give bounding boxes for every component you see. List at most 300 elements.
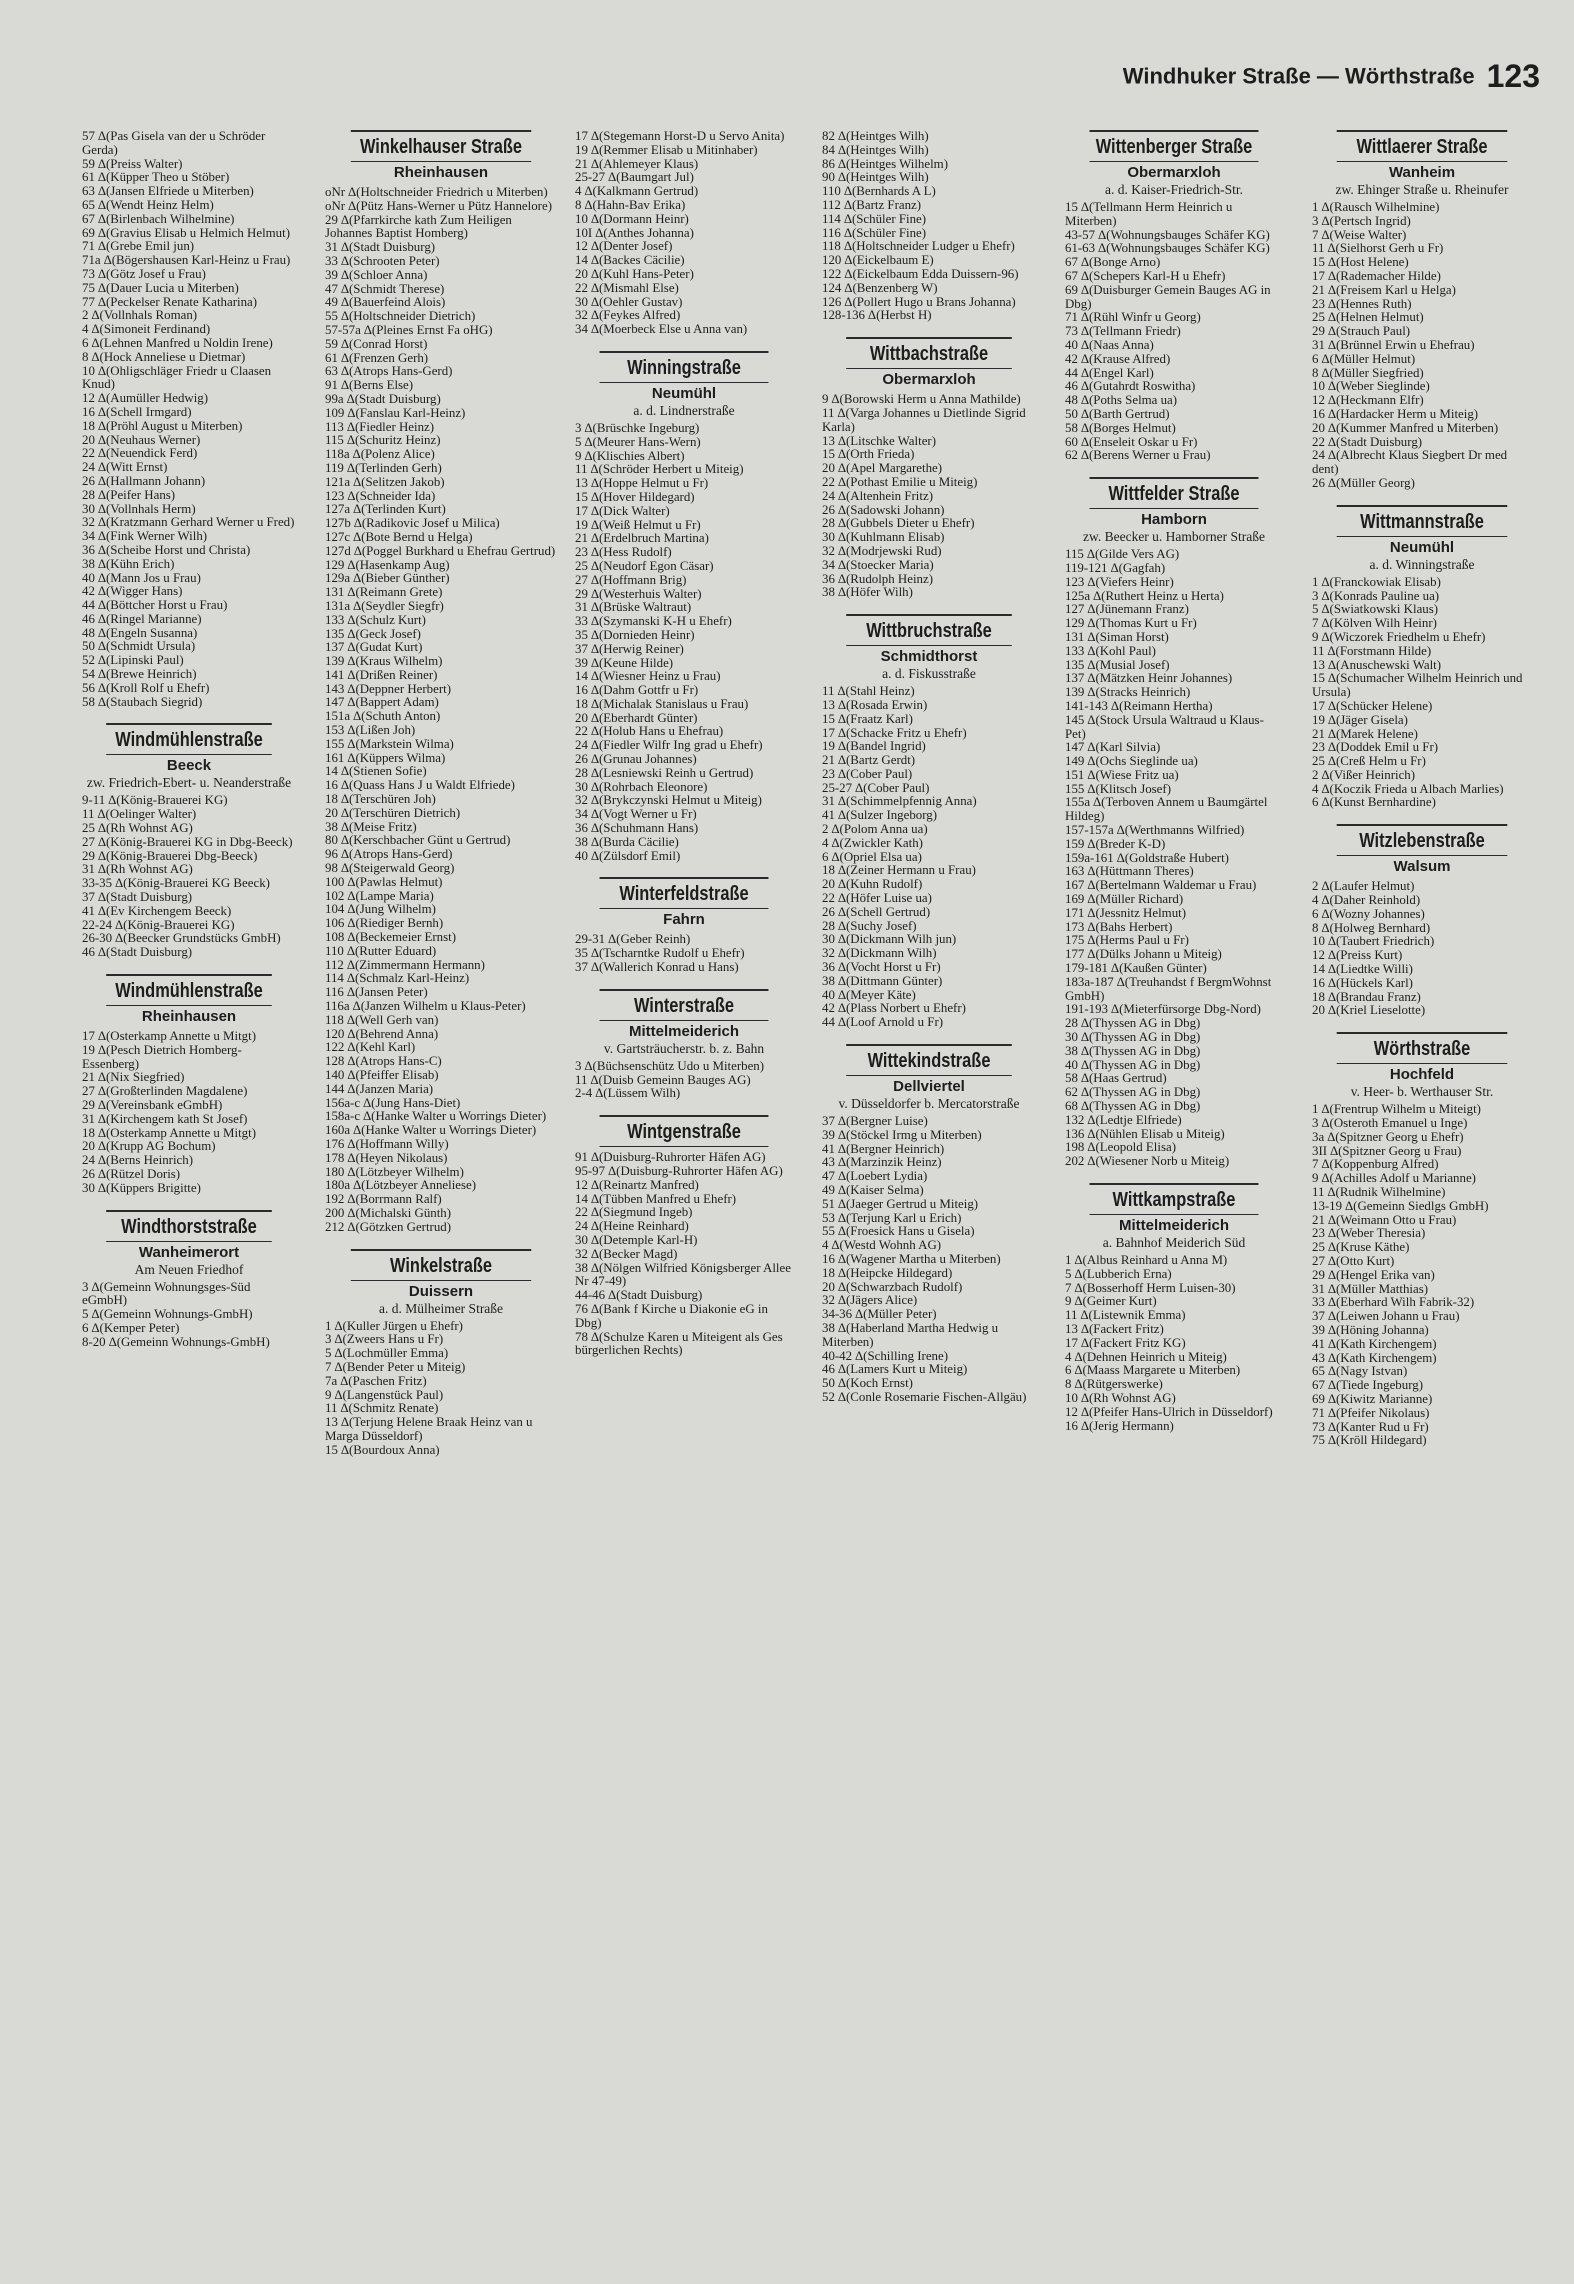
owner-entry: 65 ∆(Nagy Istvan) [1312,1364,1408,1379]
owner-entry: 3 ∆(Osteroth Emanuel u Inge) [1312,1116,1468,1131]
owner-entry: 82 ∆(Heintges Wilh) [822,130,929,143]
owner-entry: 13 ∆(Litschke Walter) [822,433,936,448]
owner-entry: 32 ∆(Dickmann Wilh) [822,946,937,961]
owner-entry: 46 ∆(Gutahrdt Roswitha) [1065,379,1196,394]
district-name: Schmidthorst [880,648,978,666]
owner-entry: 15 ∆(Host Helene) [1312,255,1409,270]
owner-entry: 39 ∆(Höning Johanna) [1312,1323,1429,1337]
owner-entry: 22 ∆(Mismahl Else) [575,280,679,295]
owner-entry: 38 ∆(Dittmann Günter) [822,973,943,988]
owner-entry: 24 ∆(Witt Ernst) [82,460,168,475]
owner-entry: 183a-187 ∆(Treuhandst f BergmWohnst GmbH) [1065,974,1272,1003]
owner-entry: 52 ∆(Conle Rosemarie Fischen-Allgäu) [822,1389,1027,1404]
street-heading [575,989,793,1056]
owner-entry: 176 ∆(Hoffmann Willy) [325,1136,449,1151]
owner-entry: 24 ∆(Berns Heinrich) [82,1153,193,1168]
street-heading [1065,130,1283,197]
owner-entry: 20 ∆(Kuhn Rudolf) [822,877,923,892]
owner-entry: 8 ∆(Rütgerswerke) [1065,1377,1163,1392]
owner-entry: 191-193 ∆(Mieterfürsorge Dbg-Nord) [1065,1002,1261,1017]
owner-entry: 24 ∆(Altenhein Fritz) [822,488,933,503]
owner-entry: 22 ∆(Stadt Duisburg) [1312,434,1423,449]
owner-entry: 17 ∆(Fackert Fritz KG) [1065,1335,1186,1350]
owner-entry: 4 ∆(Zwickler Kath) [822,835,923,850]
owner-entry: 95-97 ∆(Duisburg-Ruhrorter Häfen AG) [575,1164,783,1179]
street-name: Wittkampstraße [1090,1183,1259,1215]
owner-entry: 18 ∆(Pröhl August u Miterben) [82,418,243,433]
owner-entry: 129a ∆(Bieber Günther) [325,571,450,586]
owner-entry: 159 ∆(Breder K-D) [1065,836,1166,851]
owner-entry: 32 ∆(Feykes Alfred) [575,308,681,323]
district-name: Hamborn [1141,511,1207,529]
street-name: Wittlaerer Straße [1337,130,1508,162]
owner-entry: 48 ∆(Poths Selma ua) [1065,393,1178,408]
owner-entry: 18 ∆(Zeiner Hermann u Frau) [822,863,976,878]
owner-entry: 33 ∆(Eberhard Wilh Fabrik-32) [1312,1295,1475,1310]
owner-entry: 36 ∆(Scheibe Horst und Christa) [82,542,251,557]
owner-entry: 1 ∆(Rausch Wilhelmine) [1312,200,1440,214]
owner-entry: 173 ∆(Bahs Herbert) [1065,919,1173,934]
owner-entry: 6 ∆(Müller Helmut) [1312,351,1416,366]
owner-entry: 4 ∆(Koczik Frieda u Albach Marlies) [1312,781,1504,796]
owner-entry: 115 ∆(Gilde Vers AG) [1065,547,1180,562]
owner-entry: 7 ∆(Koppenburg Alfred) [1312,1157,1439,1172]
owner-entry: 19 ∆(Weiß Helmut u Fr) [575,517,701,532]
owner-entry: 16 ∆(Schell Irmgard) [82,404,192,419]
owner-entry: 127d ∆(Poggel Burkhard u Ehefrau Gertrud) [325,543,556,558]
owner-entry: 42 ∆(Wigger Hans) [82,584,183,599]
owner-entry: 14 ∆(Stienen Sofie) [325,764,427,779]
owner-entry: 167 ∆(Bertelmann Waldemar u Frau) [1065,878,1257,893]
owner-entry: oNr ∆(Holtschneider Friedrich u Miterben) [325,185,548,199]
owner-entry: 27 ∆(König-Brauerei KG in Dbg-Beeck) [82,834,293,849]
owner-entry: 147 ∆(Karl Silvia) [1065,740,1161,755]
owner-entry: 25-27 ∆(Baumgart Jul) [575,170,694,185]
owner-entry: 26 ∆(Sadowski Johann) [822,502,945,517]
owner-entry: 48 ∆(Engeln Susanna) [82,625,198,640]
owner-entry: 29 ∆(Pfarrkirche kath Zum Heiligen Johannes Baptist Homberg) [325,212,512,241]
owner-entry: 67 ∆(Birlenbach Wilhelmine) [82,211,235,226]
owner-entry: 22-24 ∆(König-Brauerei KG) [82,917,235,932]
owner-entry: 9 ∆(Wiczorek Friedhelm u Ehefr) [1312,629,1486,644]
street-location: a. d. Lindnerstraße [633,402,735,418]
street-location: zw. Ehinger Straße u. Rheinufer [1335,182,1509,197]
owner-entry: 61 ∆(Frenzen Gerh) [325,350,429,365]
owner-entry: 61 ∆(Küpper Theo u Stöber) [82,170,230,185]
owner-entry: 84 ∆(Heintges Wilh) [822,142,929,157]
owner-entry: 127a ∆(Terlinden Kurt) [325,502,446,517]
owner-entry: 15 ∆(Hover Hildegard) [575,489,695,504]
owner-entry: 10I ∆(Anthes Johanna) [575,225,694,240]
street-heading [325,130,557,182]
owner-entry: 2 ∆(Polom Anna ua) [822,822,928,837]
owner-entry: 169 ∆(Müller Richard) [1065,892,1184,907]
owner-entry: 68 ∆(Thyssen AG in Dbg) [1065,1099,1201,1114]
owner-entry: 127c ∆(Bote Bernd u Helga) [325,529,473,544]
owner-entry: 1 ∆(Kuller Jürgen u Ehefr) [325,1318,463,1333]
owner-entry: 112 ∆(Bartz Franz) [822,197,922,212]
owner-entry: 120 ∆(Eickelbaum E) [822,253,934,268]
owner-entry: 25-27 ∆(Cober Paul) [822,780,930,795]
owner-entry: 13 ∆(Anuschewski Walt) [1312,657,1442,672]
owner-entry: 13 ∆(Fackert Fritz) [1065,1321,1164,1336]
owner-entry: 3 ∆(Brüschke Ingeburg) [575,420,700,435]
owner-entry: 51 ∆(Jaeger Gertrud u Miteig) [822,1196,979,1211]
owner-entry: 1 ∆(Franckowiak Elisab) [1312,574,1441,589]
owner-entry: 171 ∆(Jessnitz Helmut) [1065,905,1187,920]
owner-entry: 20 ∆(Krupp AG Bochum) [82,1139,216,1154]
owner-entry: 33 ∆(Szymanski K-H u Ehefr) [575,614,732,629]
owner-entry: 2 ∆(Vißer Heinrich) [1312,767,1416,782]
owner-entry: 118 ∆(Well Gerh van) [325,1012,439,1027]
owner-entry: 63 ∆(Atrops Hans-Gerd) [325,364,453,379]
owner-entry: 22 ∆(Siegmund Ingeb) [575,1205,693,1220]
street-heading [1065,477,1283,544]
owner-entry: 8 ∆(Holweg Bernhard) [1312,920,1431,935]
owner-entry: 21 ∆(Weimann Otto u Frau) [1312,1212,1457,1227]
owner-entry: 3 ∆(Büchsenschütz Udo u Miterben) [575,1058,765,1073]
owner-entry: 118a ∆(Polenz Alice) [325,447,435,462]
owner-entry: 34 ∆(Moerbeck Else u Anna van) [575,322,748,337]
owner-entry: 25 ∆(Kruse Käthe) [1312,1240,1410,1255]
owner-entry: 3 ∆(Gemeinn Wohnungsges-Süd eGmbH) [82,1279,251,1308]
column-4 [822,130,1036,2272]
owner-entry: 41 ∆(Bergner Heinrich) [822,1141,945,1156]
owner-entry: 123 ∆(Schneider Ida) [325,488,436,503]
owner-entry: 11 ∆(Sielhorst Gerh u Fr) [1312,241,1444,256]
owner-entry: 119 ∆(Terlinden Gerh) [325,460,442,475]
street-location: zw. Beecker u. Hamborner Straße [1082,529,1266,545]
owner-entry: 16 ∆(Quass Hans J u Waldt Elfriede) [325,778,515,793]
street-name: Winkelstraße [351,1249,531,1281]
owner-entry: 26 ∆(Schell Gertrud) [822,904,931,919]
owner-entry: 9 ∆(Geimer Kurt) [1065,1294,1157,1309]
owner-entry: 23 ∆(Doddek Emil u Fr) [1312,740,1439,755]
owner-entry: 124 ∆(Benzenberg W) [822,280,938,295]
district-name: Neumühl [651,384,717,402]
owner-entry: 121a ∆(Selitzen Jakob) [325,474,445,489]
owner-entry: 175 ∆(Herms Paul u Fr) [1065,933,1189,948]
owner-entry: 76 ∆(Bank f Kirche u Diakonie eG in Dbg) [575,1302,768,1330]
owner-entry: 50 ∆(Schmidt Ursula) [82,639,196,654]
owner-entry: 10 ∆(Dormann Heinr) [575,211,689,226]
owner-entry: 20 ∆(Kuhl Hans-Peter) [575,266,694,281]
street-location: a. Bahnhof Meiderich Süd [1102,1235,1246,1250]
owner-entry: 69 ∆(Kiwitz Marianne) [1312,1391,1433,1406]
owner-entry: 42 ∆(Plass Norbert u Ehefr) [822,1001,966,1016]
owner-entry: 58 ∆(Staubach Siegrid) [82,694,203,709]
street-location: a. d. Fiskusstraße [882,666,976,682]
owner-entry: 31 ∆(Kirchengem kath St Josef) [82,1111,248,1126]
owner-entry: 30 ∆(Detemple Karl-H) [575,1233,698,1248]
owner-entry: 145 ∆(Stock Ursula Waltraud u Klaus-Pet) [1065,712,1264,741]
owner-entry: 9 ∆(Borowski Herm u Anna Mathilde) [822,392,1021,407]
owner-entry: 63 ∆(Jansen Elfriede u Miterben) [82,184,254,199]
owner-entry: 19 ∆(Pesch Dietrich Homberg-Essenberg) [82,1042,242,1071]
owner-entry: 29 ∆(Vereinsbank eGmbH) [82,1098,223,1113]
owner-entry: 7a ∆(Paschen Fritz) [325,1373,427,1388]
owner-entry: 13 ∆(Terjung Helene Braak Heinz van u Marga Düsseldorf) [325,1415,533,1443]
column-1 [82,130,296,2272]
owner-entry: 44 ∆(Loof Arnold u Fr) [822,1015,944,1030]
owner-entry: 135 ∆(Musial Josef) [1065,657,1170,672]
owner-entry: 34 ∆(Stoecker Maria) [822,557,934,572]
owner-entry: 9 ∆(Achilles Adolf u Marianne) [1312,1171,1476,1186]
district-name: Hochfeld [1389,1066,1455,1084]
owner-entry: 37 ∆(Stadt Duisburg) [82,890,193,905]
owner-entry: 11 ∆(Schmitz Renate) [325,1401,439,1416]
owner-entry: 1 ∆(Albus Reinhard u Anna M) [1065,1253,1228,1267]
owner-entry: 26 ∆(Grunau Johannes) [575,752,697,767]
owner-entry: 71 ∆(Rühl Winfr u Georg) [1065,310,1201,325]
owner-entry: 26 ∆(Rützel Doris) [82,1167,181,1181]
street-name: Witzlebenstraße [1337,824,1508,856]
owner-entry: 18 ∆(Michalak Stanislaus u Frau) [575,696,749,711]
district-name: Wanheim [1388,164,1456,181]
owner-entry: 91 ∆(Berns Else) [325,378,414,393]
owner-entry: 131a ∆(Seydler Siegfr) [325,598,444,613]
owner-entry: 128 ∆(Atrops Hans-C) [325,1054,442,1069]
owner-entry: 116 ∆(Jansen Peter) [325,985,428,1000]
owner-entry: 5 ∆(Swiatkowski Klaus) [1312,602,1439,617]
owner-entry: 23 ∆(Hennes Ruth) [1312,296,1412,311]
owner-entry: 123 ∆(Viefers Heinr) [1065,574,1174,589]
owner-entry: 163 ∆(Hüttmann Theres) [1065,864,1194,879]
owner-entry: 49 ∆(Bauerfeind Alois) [325,295,446,310]
owner-entry: 151 ∆(Wiese Fritz ua) [1065,767,1179,782]
owner-entry: 28 ∆(Gubbels Dieter u Ehefr) [822,516,975,531]
owner-entry: 56 ∆(Kroll Rolf u Ehefr) [82,680,210,695]
owner-entry: 7 ∆(Bender Peter u Miteig) [325,1359,466,1374]
owner-entry: 4 ∆(Dehnen Heinrich u Miteig) [1065,1349,1227,1364]
owner-entry: 29 ∆(Hengel Erika van) [1312,1267,1435,1282]
owner-entry: 34 ∆(Fink Werner Wilh) [82,529,208,544]
owner-entry: 62 ∆(Thyssen AG in Dbg) [1065,1085,1201,1100]
street-heading [1312,1032,1532,1099]
owner-entry: 37 ∆(Wallerich Konrad u Hans) [575,960,739,975]
owner-entry: 43 ∆(Marzinzik Heinz) [822,1155,942,1170]
owner-entry: 30 ∆(Thyssen AG in Dbg) [1065,1030,1201,1045]
owner-entry: 32 ∆(Becker Magd) [575,1246,678,1261]
owner-entry: 122 ∆(Eickelbaum Edda Duissern-96) [822,266,1019,281]
owner-entry: 23 ∆(Hess Rudolf) [575,545,672,560]
owner-entry: 180a ∆(Lötzbeyer Anneliese) [325,1178,477,1193]
owner-entry: 161 ∆(Küppers Wilma) [325,750,446,765]
street-heading [1065,1183,1283,1250]
owner-entry: 37 ∆(Bergner Luise) [822,1114,928,1129]
owner-entry: 30 ∆(Dickmann Wilh jun) [822,932,957,947]
owner-entry: 38 ∆(Höfer Wilh) [822,585,913,600]
owner-entry: 139 ∆(Kraus Wilhelm) [325,654,443,669]
owner-entry: 65 ∆(Wendt Heinz Helm) [82,197,214,212]
owner-entry: 21 ∆(Ahlemeyer Klaus) [575,156,699,171]
owner-entry: 122 ∆(Kehl Karl) [325,1040,416,1055]
owner-entry: 100 ∆(Pawlas Helmut) [325,874,443,889]
owner-entry: 41 ∆(Ev Kirchengem Beeck) [82,903,232,918]
owner-entry: 37 ∆(Herwig Reiner) [575,641,684,656]
owner-entry: 3 ∆(Pertsch Ingrid) [1312,213,1411,228]
street-heading [82,723,296,790]
owner-entry: 30 ∆(Kuhlmann Elisab) [822,530,945,545]
district-name: Duissern [408,1282,474,1300]
owner-entry: 2 ∆(Vollnhals Roman) [82,308,198,323]
owner-entry: 11 ∆(Listewnik Emma) [1065,1308,1186,1323]
street-name: Winterfeldstraße [600,877,769,909]
owner-entry: 71 ∆(Pfeifer Nikolaus) [1312,1405,1430,1420]
owner-entry: 38 ∆(Meise Fritz) [325,819,417,834]
owner-entry: 128-136 ∆(Herbst H) [822,308,932,323]
owner-entry: 29-31 ∆(Geber Reinh) [575,932,691,947]
owner-entry: 160a ∆(Hanke Walter u Worrings Dieter) [325,1123,537,1138]
owner-entry: 12 ∆(Preiss Kurt) [1312,948,1403,963]
owner-entry: 40 ∆(Mann Jos u Frau) [82,570,201,585]
district-name: Fahrn [663,911,705,929]
owner-entry: 8 ∆(Hock Anneliese u Dietmar) [82,349,246,364]
street-heading [82,1210,296,1277]
owner-entry: 77 ∆(Peckelser Renate Katharina) [82,294,258,309]
owner-entry: 67 ∆(Schepers Karl-H u Ehefr) [1065,268,1226,283]
owner-entry: 21 ∆(Erdelbruch Martina) [575,531,709,546]
owner-entry: 5 ∆(Meurer Hans-Wern) [575,434,701,449]
owner-entry: 4 ∆(Simoneit Ferdinand) [82,322,211,337]
owner-entry: 114 ∆(Schüler Fine) [822,211,927,226]
owner-entry: 159a-161 ∆(Goldstraße Hubert) [1065,850,1229,865]
owner-entry: 29 ∆(Strauch Paul) [1312,324,1411,339]
street-heading [822,337,1036,389]
owner-entry: 129 ∆(Hasenkamp Aug) [325,557,450,572]
street-name: Windmühlenstraße [106,723,272,755]
owner-entry: 46 ∆(Ringel Marianne) [82,611,202,626]
street-heading [82,974,296,1026]
owner-entry: 25 ∆(Neudorf Egon Cäsar) [575,558,714,573]
owner-entry: 15 ∆(Schumacher Wilhelm Heinrich und Ursula) [1312,671,1523,700]
owner-entry: 11 ∆(Schröder Herbert u Miteig) [575,462,744,477]
owner-entry: 40-42 ∆(Schilling Irene) [822,1348,949,1363]
owner-entry: 27 ∆(Otto Kurt) [1312,1254,1395,1269]
owner-entry: 4 ∆(Kalkmann Gertrud) [575,184,699,199]
owner-entry: 36 ∆(Rudolph Heinz) [822,571,933,586]
owner-entry: 49 ∆(Kaiser Selma) [822,1183,924,1198]
owner-entry: 99a ∆(Stadt Duisburg) [325,391,441,406]
owner-entry: 6 ∆(Lehnen Manfred u Noldin Irene) [82,335,273,350]
district-name: Beeck [166,757,212,775]
owner-entry: 140 ∆(Pfeiffer Elisab) [325,1068,439,1082]
owner-entry: 133 ∆(Schulz Kurt) [325,612,426,627]
owner-entry: 28 ∆(Peifer Hans) [82,487,176,502]
owner-entry: 78 ∆(Schulze Karen u Miteigent als Ges bürgerlichen Rechts) [575,1329,783,1358]
owner-entry: 18 ∆(Osterkamp Annette u Mitgt) [82,1125,257,1140]
district-name: Neumühl [1389,538,1455,556]
owner-entry: 155a ∆(Terboven Annem u Baumgärtel Hildeg) [1065,795,1268,824]
column-6 [1312,130,1532,2272]
owner-entry: 198 ∆(Leopold Elisa) [1065,1140,1176,1155]
owner-entry: 59 ∆(Preiss Walter) [82,156,183,171]
owner-entry: 116a ∆(Janzen Wilhelm u Klaus-Peter) [325,999,526,1014]
owner-entry: 192 ∆(Borrmann Ralf) [325,1192,442,1207]
owner-entry: 31 ∆(Müller Matthias) [1312,1281,1429,1296]
owner-entry: 44-46 ∆(Stadt Duisburg) [575,1288,703,1303]
owner-entry: 110 ∆(Bernhards A L) [822,184,936,199]
owner-entry: 3 ∆(Zweers Hans u Fr) [325,1332,444,1347]
owner-entry: 35 ∆(Dornieden Heinr) [575,627,695,642]
owner-entry: 12 ∆(Pfeifer Hans-Ulrich in Düsseldorf) [1065,1404,1273,1419]
owner-entry: 15 ∆(Bourdoux Anna) [325,1442,440,1457]
owner-entry: 24 ∆(Albrecht Klaus Siegbert Dr med dent) [1312,448,1508,477]
owner-entry: 27 ∆(Großterlinden Magdalene) [82,1084,248,1099]
column-3 [575,130,793,2272]
owner-entry: 12 ∆(Heckmann Elfr) [1312,393,1424,408]
street-location: v. Gartsträucherstr. b. z. Bahn [603,1040,765,1056]
owner-entry: 11 ∆(Varga Johannes u Dietlinde Sigrid Karla) [822,405,1026,434]
owner-entry: 14 ∆(Tübben Manfred u Ehefr) [575,1191,737,1206]
owner-entry: 58 ∆(Haas Gertrud) [1065,1071,1167,1086]
owner-entry: 31 ∆(Schimmelpfennig Anna) [822,794,977,809]
owner-entry: 13 ∆(Rosada Erwin) [822,697,928,712]
owner-entry: 13-19 ∆(Gemeinn Siedlgs GmbH) [1312,1198,1489,1213]
owner-entry: 73 ∆(Götz Josef u Frau) [82,266,206,281]
street-heading [1312,505,1532,572]
street-name: Wörthstraße [1337,1032,1508,1064]
owner-entry: 112 ∆(Zimmermann Hermann) [325,957,485,972]
owner-entry: 35 ∆(Tscharntke Rudolf u Ehefr) [575,946,745,961]
owner-entry: 179-181 ∆(Kaußen Günter) [1065,961,1207,976]
owner-entry: 39 ∆(Schloer Anna) [325,267,428,282]
owner-entry: 110 ∆(Rutter Eduard) [325,943,437,958]
street-location: v. Heer- b. Werthauser Str. [1350,1084,1494,1100]
owner-entry: 13 ∆(Hoppe Helmut u Fr) [575,476,709,491]
owner-entry: 54 ∆(Brewe Heinrich) [82,667,197,682]
owner-entry: 52 ∆(Lipinski Paul) [82,653,184,668]
street-name: Wittfelder Straße [1090,477,1259,509]
owner-entry: 131 ∆(Reimann Grete) [325,585,443,600]
owner-entry: 40 ∆(Thyssen AG in Dbg) [1065,1057,1201,1072]
street-location: a. d. Winningstraße [1369,556,1475,572]
owner-entry: 26-30 ∆(Beecker Grundstücks GmbH) [82,931,281,946]
owner-entry: 11 ∆(Oelinger Walter) [82,807,197,822]
street-name: Winningstraße [600,351,769,383]
street-heading [822,1044,1036,1111]
owner-entry: 31 ∆(Brüske Waltraut) [575,600,692,615]
owner-entry: 17 ∆(Osterkamp Annette u Mitgt) [82,1029,257,1044]
owner-entry: 16 ∆(Jerig Hermann) [1065,1418,1174,1433]
owner-entry: 8 ∆(Hahn-Bav Erika) [575,197,686,212]
owner-entry: 14 ∆(Wiesner Heinz u Frau) [575,669,721,684]
owner-entry: 60 ∆(Enseleit Oskar u Fr) [1065,434,1198,449]
street-location: a. d. Mülheimer Straße [378,1300,504,1316]
owner-entry: 44 ∆(Engel Karl) [1065,365,1154,380]
owner-entry: 23 ∆(Weber Theresia) [1312,1226,1426,1241]
owner-entry: 3a ∆(Spitzner Georg u Ehefr) [1312,1129,1464,1144]
owner-entry: 42 ∆(Krause Alfred) [1065,351,1171,366]
owner-entry: 212 ∆(Götzken Gertrud) [325,1219,452,1234]
owner-entry: 24 ∆(Fiedler Wilfr Ing grad u Ehefr) [575,738,763,753]
owner-entry: 53 ∆(Terjung Karl u Erich) [822,1210,962,1225]
owner-entry: 28 ∆(Suchy Josef) [822,918,917,933]
owner-entry: 25 ∆(Rh Wohnst AG) [82,821,193,836]
owner-entry: 10 ∆(Weber Sieglinde) [1312,379,1430,394]
district-name: Walsum [1393,858,1451,876]
owner-entry: 109 ∆(Fanslau Karl-Heinz) [325,405,466,420]
owner-entry: 133 ∆(Kohl Paul) [1065,643,1156,658]
owner-entry: 20 ∆(Terschüren Dietrich) [325,805,461,820]
owner-entry: 15 ∆(Tellmann Herm Heinrich u Miterben) [1065,200,1233,228]
owner-entry: 132 ∆(Ledtje Elfriede) [1065,1112,1182,1127]
owner-entry: 137 ∆(Gudat Kurt) [325,640,423,655]
owner-entry: 24 ∆(Heine Reinhard) [575,1219,689,1234]
owner-entry: 11 ∆(Rudnik Wilhelmine) [1312,1185,1446,1200]
owner-entry: 120 ∆(Behrend Anna) [325,1026,439,1041]
owner-entry: 57-57a ∆(Pleines Ernst Fa oHG) [325,322,493,337]
